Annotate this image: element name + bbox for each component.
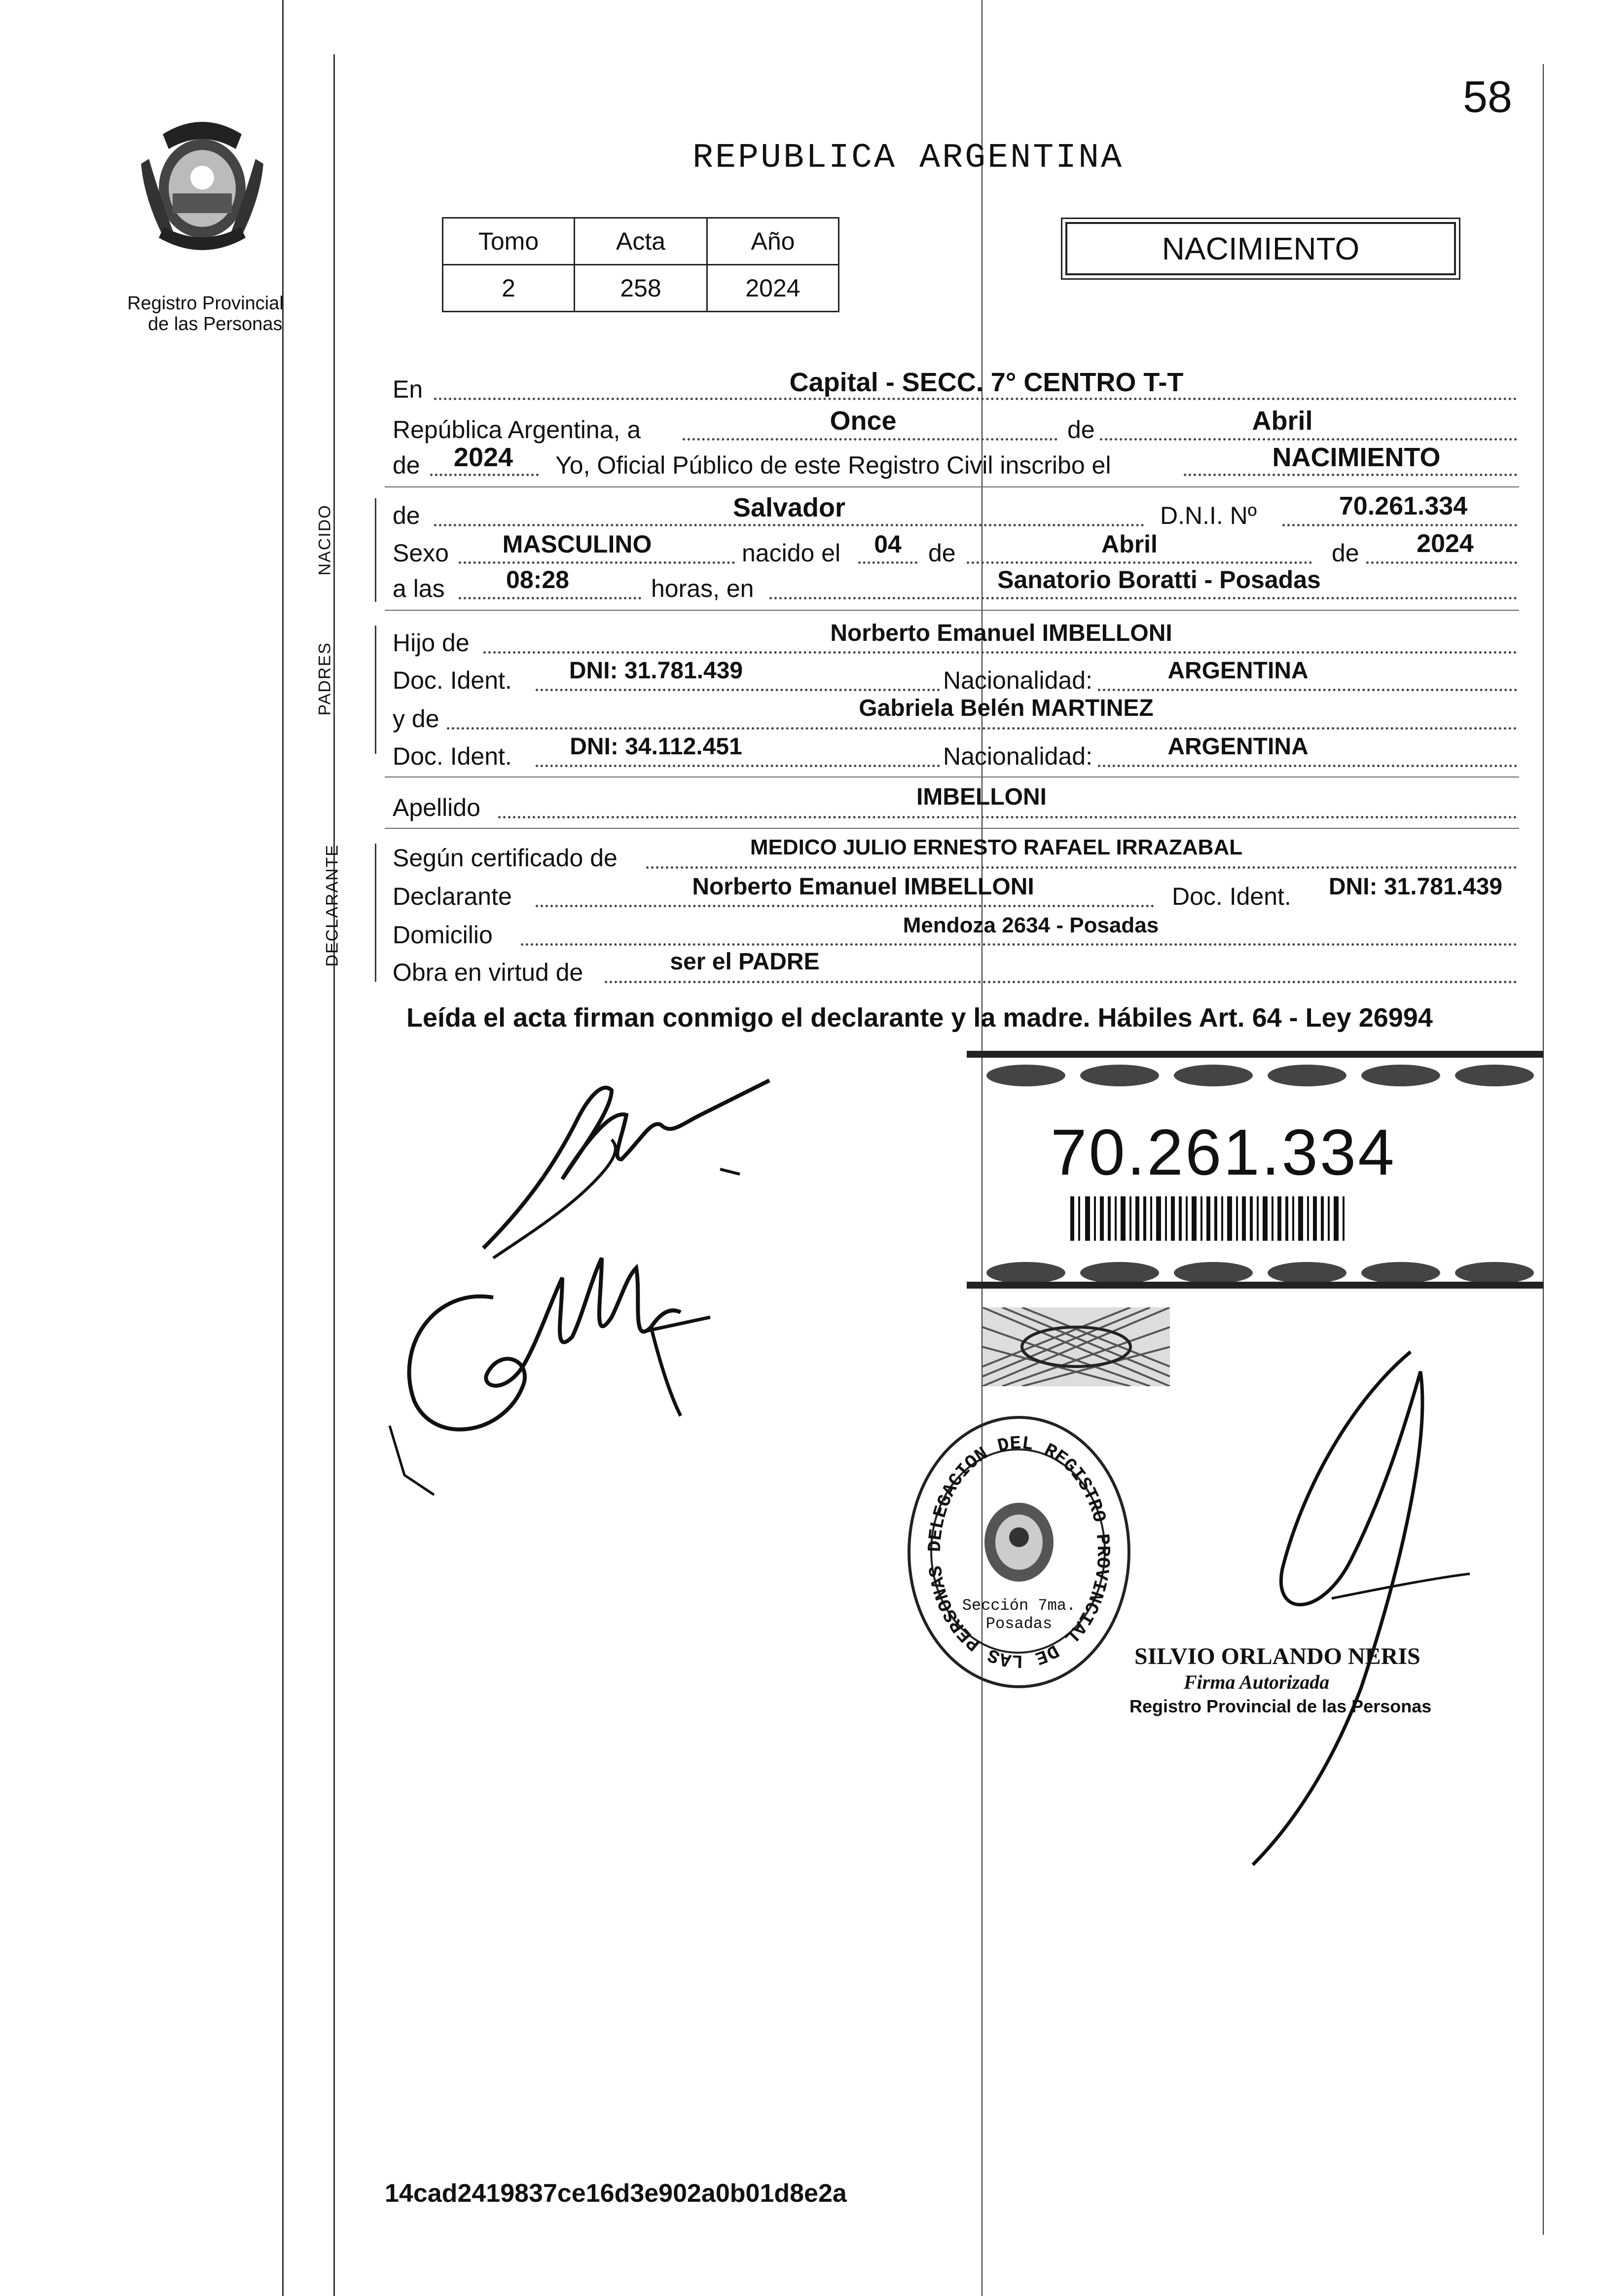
declarante-label: Declarante	[393, 883, 512, 910]
nacido-anio: 2024	[1417, 529, 1474, 558]
closing-text: Leída el acta firman conmigo el declarante y la madre. Hábiles Art. 64 - Ley 26994	[406, 1003, 1433, 1033]
apellido-value: IMBELLONI	[916, 784, 1047, 810]
mes-dots	[1100, 438, 1517, 441]
lugar-dots	[769, 597, 1517, 599]
officer-name: SILVIO ORLANDO NERIS	[1134, 1643, 1420, 1669]
lugar-value: Sanatorio Boratti - Posadas	[997, 566, 1321, 593]
padre-doc-label: Doc. Ident.	[393, 667, 512, 694]
record-header-acta: Acta	[575, 218, 707, 265]
nacido-mes-dots	[967, 561, 1312, 564]
signature-icon	[1125, 1342, 1568, 1875]
hijo-label: Hijo de	[393, 629, 470, 657]
madre-dots	[447, 727, 1517, 730]
madre-nac-dots	[1098, 765, 1517, 767]
padre-nac-dots	[1098, 689, 1517, 691]
domicilio-label: Domicilio	[393, 921, 493, 949]
stamp-emblem-icon	[910, 1419, 1127, 1685]
section-declarante: DECLARANTE	[323, 844, 342, 967]
padre-doc: DNI: 31.781.439	[569, 658, 743, 684]
inscribo-dots	[1184, 474, 1517, 476]
mes-value: Abril	[1252, 406, 1313, 436]
declarante-value: Norberto Emanuel IMBELLONI	[692, 874, 1034, 900]
rule-2	[385, 610, 1519, 611]
nombre-dots	[434, 524, 1144, 526]
dni-label: D.N.I. Nº	[1160, 502, 1257, 529]
de-label: de	[1067, 416, 1095, 444]
nombre-label: de	[393, 502, 420, 529]
obra-value: ser el PADRE	[670, 949, 820, 975]
sexo-dots	[459, 561, 735, 564]
section-padres: PADRES	[315, 642, 334, 716]
sexo-value: MASCULINO	[502, 530, 652, 558]
section-nacido: NACIDO	[315, 504, 334, 576]
certificado-dots	[646, 866, 1517, 869]
rule-1	[385, 486, 1519, 487]
anio-value: 2024	[453, 443, 513, 472]
nacido-de2-label: de	[1332, 539, 1359, 567]
hora-dots	[459, 597, 641, 599]
en-label: En	[393, 375, 423, 403]
record-value-tomo: 2	[443, 265, 575, 312]
y-de-label: y de	[393, 705, 439, 733]
inscribo-label: Yo, Oficial Público de este Registro Civil inscribo el	[555, 451, 1111, 479]
record-value-acta: 258	[575, 265, 707, 312]
padre-value: Norberto Emanuel IMBELLONI	[830, 620, 1172, 646]
sticker-number: 70.261.334	[1051, 1116, 1396, 1188]
coat-of-arms	[139, 114, 265, 262]
nacido-de-label: de	[928, 539, 956, 567]
nacido-anio-dots	[1366, 561, 1517, 564]
rule-3	[385, 777, 1519, 778]
section-declarante-bracket	[375, 844, 380, 982]
stamp-ring-text: DELEGACION DEL REGISTRO PROVINCIAL DE LAS PERSONAS	[924, 1433, 1114, 1671]
de2-label: de	[393, 451, 420, 479]
left-margin-line	[282, 0, 284, 2296]
mother-signature	[375, 1238, 720, 1515]
padre-doc-dots	[536, 689, 940, 691]
anio-dots	[430, 474, 539, 476]
declarante-doc-label: Doc. Ident.	[1172, 883, 1291, 910]
apellido-dots	[498, 816, 1517, 818]
padre-dots	[483, 651, 1517, 654]
official-stamp	[908, 1416, 1130, 1688]
certificado-label: Según certificado de	[393, 844, 618, 872]
record-value-anio: 2024	[707, 265, 839, 312]
officer-office: Registro Provincial de las Personas	[1129, 1696, 1432, 1716]
document-hash: 14cad2419837ce16d3e902a0b01d8e2a	[385, 2179, 847, 2208]
record-header-anio: Año	[707, 218, 839, 265]
hora-value: 08:28	[506, 566, 569, 593]
record-table	[442, 217, 839, 312]
padre-nac-label: Nacionalidad:	[943, 667, 1092, 694]
registry-label-line-2: de las Personas	[148, 314, 283, 334]
section-nacido-bracket	[375, 498, 380, 602]
nombre-value: Salvador	[732, 493, 846, 522]
madre-doc-label: Doc. Ident.	[393, 742, 512, 770]
officer-signature	[1125, 1342, 1568, 1875]
certificado-value: MEDICO JULIO ERNESTO RAFAEL IRRAZABAL	[750, 835, 1243, 859]
madre-value: Gabriela Belén MARTINEZ	[859, 695, 1154, 721]
declarante-doc: DNI: 31.781.439	[1328, 874, 1503, 900]
madre-nac: ARGENTINA	[1167, 734, 1309, 760]
section-padres-bracket	[375, 626, 380, 754]
nacido-label: nacido el	[742, 539, 841, 567]
nacido-dia-dots	[858, 561, 917, 564]
dni-dots	[1282, 524, 1517, 526]
signature-icon	[375, 1238, 720, 1515]
horas-label: horas, en	[651, 575, 754, 602]
domicilio-value: Mendoza 2634 - Posadas	[903, 913, 1159, 937]
coat-of-arms-icon	[139, 114, 265, 262]
dia-value: Once	[830, 406, 897, 436]
padre-nac: ARGENTINA	[1167, 658, 1309, 684]
nacido-dia: 04	[874, 530, 902, 558]
registry-label-line-1: Registro Provincial	[127, 293, 284, 314]
madre-doc-dots	[536, 765, 940, 767]
obra-label: Obra en virtud de	[393, 959, 583, 986]
dni-value: 70.261.334	[1339, 492, 1468, 520]
madre-nac-label: Nacionalidad:	[943, 742, 1092, 770]
obra-dots	[605, 981, 1517, 983]
apellido-label: Apellido	[393, 794, 480, 821]
page-number: 58	[1463, 73, 1513, 122]
record-type: NACIMIENTO	[1162, 231, 1360, 266]
en-dots	[434, 398, 1517, 400]
republica-label: República Argentina, a	[393, 416, 641, 444]
left-margin-line-2	[333, 54, 335, 2296]
rule-4	[385, 828, 1519, 829]
page-title: REPUBLICA ARGENTINA	[692, 139, 1124, 178]
nacido-mes: Abril	[1101, 530, 1158, 558]
en-value: Capital - SECC. 7° CENTRO T-T	[789, 368, 1184, 397]
record-header-tomo: Tomo	[443, 218, 575, 265]
officer-role: Firma Autorizada	[1184, 1671, 1330, 1693]
sexo-label: Sexo	[393, 539, 449, 567]
a-las-label: a las	[393, 575, 445, 602]
domicilio-dots	[521, 943, 1517, 946]
dia-dots	[683, 438, 1057, 441]
madre-doc: DNI: 34.112.451	[570, 734, 742, 760]
stamp-inner-text: Sección 7ma. Posadas	[962, 1596, 1076, 1633]
declarante-dots	[536, 905, 1154, 907]
inscribo-value: NACIMIENTO	[1272, 443, 1441, 472]
record-type-box	[1065, 222, 1456, 275]
